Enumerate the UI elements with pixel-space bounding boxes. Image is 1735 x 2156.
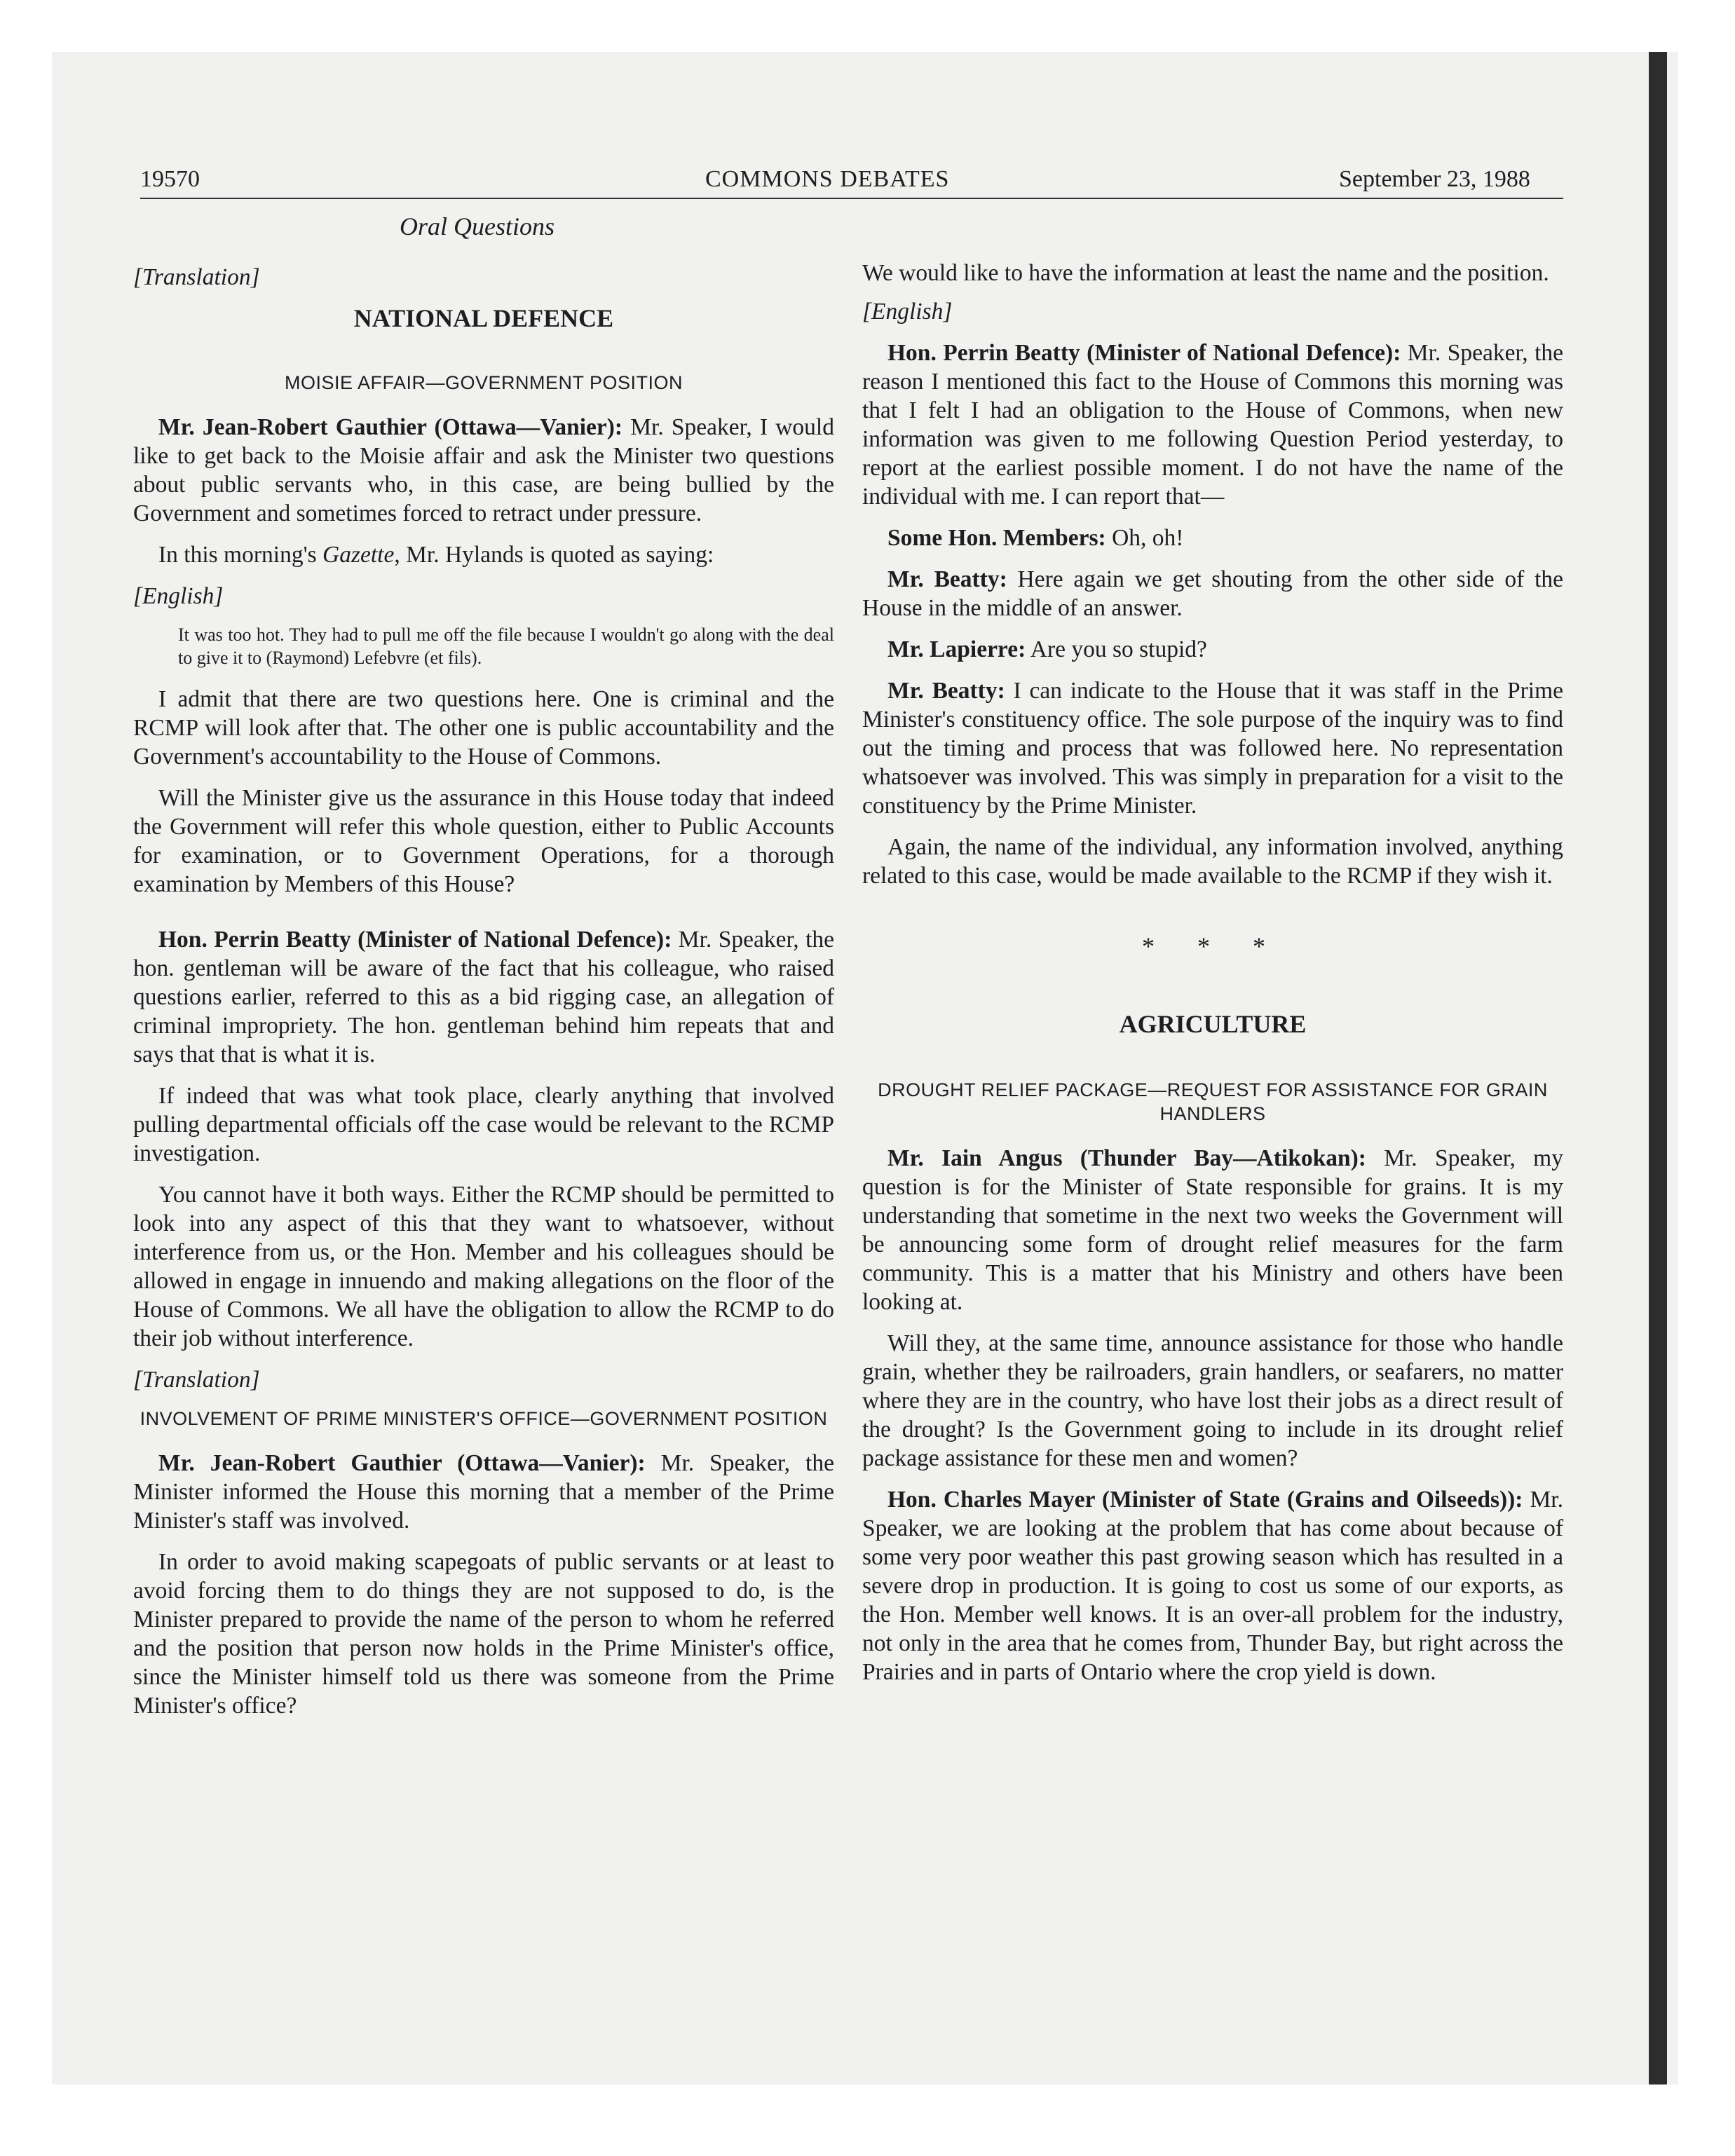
publication-date: September 23, 1988 — [1339, 166, 1530, 192]
section-heading-national-defence: NATIONAL DEFENCE — [353, 304, 614, 332]
subheading-pmo-involvement: INVOLVEMENT OF PRIME MINISTER'S OFFICE—GOVERNMENT POSITION — [140, 1408, 828, 1429]
paragraph — [133, 1449, 834, 1535]
paragraph: If indeed that was what took place, clearly anything that involved pulling departmental officials off the case would be relevant to the RCMP investigation. — [133, 1083, 834, 1166]
translation-tag: [Translation] — [133, 1367, 260, 1393]
speech-text: Here again we get shouting from the other side of the House in the middle of an answer. — [862, 566, 1563, 621]
speech-text: Mr. Speaker, the reason I mentioned this fact to the House of Commons this morning was that I felt I had an obligation to the House of Commons, when new information was given to me following Question Period yesterday, to report at the earliest possible moment. I do not have the name of the individual with me. I can report that— — [862, 340, 1563, 510]
english-tag: [English] — [862, 299, 953, 325]
left-column — [133, 249, 834, 1733]
newspaper-title: Gazette — [322, 542, 395, 568]
speaker-name: Hon. Perrin Beatty (Minister of National Defence): — [158, 927, 672, 953]
speech-text: Mr. Speaker, we are looking at the problem that has come about because of some very poor weather this past growing season which has resulted in a severe drop in production. It is going to cost us some of our exports, as the Hon. Member well knows. It is an over-all problem for the industry, not only in the area that he comes from, Thunder Bay, but right across the Prairies and in parts of Ontario where the crop yield is down. — [862, 1487, 1563, 1685]
speech-text: Mr. Speaker, the hon. gentleman will be aware of the fact that his colleague, who raised questions earlier, referred to this as a bid rigging case, an allegation of criminal impropriety. The hon. gentleman behind him repeats that and says that that is what it is. — [133, 927, 834, 1067]
paragraph: I admit that there are two questions here. One is criminal and the RCMP will look after that. The other one is public accountability and the Government's accountability to the House of Commons. — [133, 686, 834, 770]
paragraph — [862, 676, 1563, 820]
subheading-moisie-affair: MOISIE AFFAIR—GOVERNMENT POSITION — [284, 372, 683, 393]
speaker-name: Mr. Beatty: — [887, 678, 1005, 704]
paragraph — [862, 635, 1563, 664]
speaker-name: Mr. Jean-Robert Gauthier (Ottawa—Vanier): — [158, 414, 623, 440]
speaker-name: Mr. Iain Angus (Thunder Bay—Atikokan): — [887, 1145, 1366, 1171]
speaker-name: Hon. Charles Mayer (Minister of State (Grains and Oilseeds)): — [887, 1487, 1523, 1513]
speaker-name: Some Hon. Members: — [887, 525, 1106, 551]
header-rule — [140, 198, 1563, 199]
paragraph — [133, 540, 834, 569]
paragraph — [862, 339, 1563, 511]
block-quote: It was too hot. They had to pull me off the file because I wouldn't go along with the deal to give it to (Raymond) Lefebvre (et fils). — [178, 625, 834, 668]
speech-text: Mr. Speaker, my question is for the Minister of State responsible for grains. It is my understanding that sometime in the next two weeks the Government will be announcing some form of drought relief measures for the farm community. This is a matter that his Ministry and others have been looking at. — [862, 1145, 1563, 1315]
speech-text: , Mr. Hylands is quoted as saying: — [394, 542, 714, 568]
paragraph: You cannot have it both ways. Either the RCMP should be permitted to look into any aspect of this that they want to whatsoever, without interference from us, or the Hon. Member and his colleagues should be allowed in engage in innuendo and making allegations on the floor of the House of Commons. We all have the obligation to allow the RCMP to do their job without interference. — [133, 1182, 834, 1351]
paragraph — [862, 1485, 1563, 1686]
paragraph — [862, 524, 1563, 552]
translation-tag: [Translation] — [133, 264, 260, 290]
subheading-drought-relief: DROUGHT RELIEF PACKAGE—REQUEST FOR ASSISTANCE FOR GRAIN HANDLERS — [878, 1079, 1548, 1124]
binding-edge — [1649, 52, 1667, 2085]
paragraph: In order to avoid making scapegoats of public servants or at least to avoid forcing them to do things they are not supposed to do, is the Minister prepared to provide the name of the person to whom he referred and the position that person now holds in the Prime Minister's office, since the Minister himself told us there was someone from the Prime Minister's office? — [133, 1549, 834, 1719]
speech-text: In this morning's — [158, 542, 323, 568]
paragraph: We would like to have the information at least the name and the position. — [862, 260, 1549, 286]
speech-text: Mr. Speaker, the Minister informed the House this morning that a member of the Prime Minister's staff was involved. — [133, 1450, 834, 1534]
paragraph: Again, the name of the individual, any information involved, anything related to this case, would be made available to the RCMP if they wish it. — [862, 834, 1563, 889]
publication-title: COMMONS DEBATES — [705, 166, 950, 192]
paragraph — [133, 925, 834, 1069]
paragraph — [133, 413, 834, 528]
section-separator-stars: * * * — [1142, 932, 1284, 960]
paragraph — [862, 565, 1563, 622]
speaker-name: Hon. Perrin Beatty (Minister of National Defence): — [887, 340, 1401, 366]
right-column — [862, 249, 1563, 1699]
page-number: 19570 — [140, 166, 200, 192]
paragraph — [862, 1144, 1563, 1316]
speech-text: Oh, oh! — [1105, 525, 1184, 551]
english-tag: [English] — [133, 583, 224, 609]
speaker-name: Mr. Jean-Robert Gauthier (Ottawa—Vanier): — [158, 1450, 646, 1476]
section-heading-agriculture: AGRICULTURE — [1119, 1010, 1307, 1038]
speech-text: Are you so stupid? — [1026, 636, 1207, 662]
speech-text: I can indicate to the House that it was staff in the Prime Minister's constituency office. The sole purpose of the inquiry was to find out the timing and process that was followed here. No representation whatsoever was involved. This was simply in preparation for a visit to the constituency by the Prime Minister. — [862, 678, 1564, 819]
speech-text: Mr. Speaker, I would like to get back to the Moisie affair and ask the Minister two questions about public servants who, in this case, are being bullied by the Government and sometimes forced to retract under pressure. — [133, 414, 834, 526]
paragraph: Will they, at the same time, announce assistance for those who handle grain, whether they be railroaders, grain handlers, or seafarers, no matter where they are in the country, who have lost their jobs as a direct result of the drought? Is the Government going to include in its drought relief package assistance for these men and women? — [862, 1330, 1563, 1471]
running-head: Oral Questions — [400, 212, 555, 240]
paragraph: Will the Minister give us the assurance in this House today that indeed the Government will refer this whole question, either to Public Accounts for examination, or to Government Operations, for a thorough examination by Members of this House? — [133, 785, 834, 897]
speaker-name: Mr. Beatty: — [887, 566, 1007, 592]
speaker-name: Mr. Lapierre: — [887, 636, 1026, 662]
